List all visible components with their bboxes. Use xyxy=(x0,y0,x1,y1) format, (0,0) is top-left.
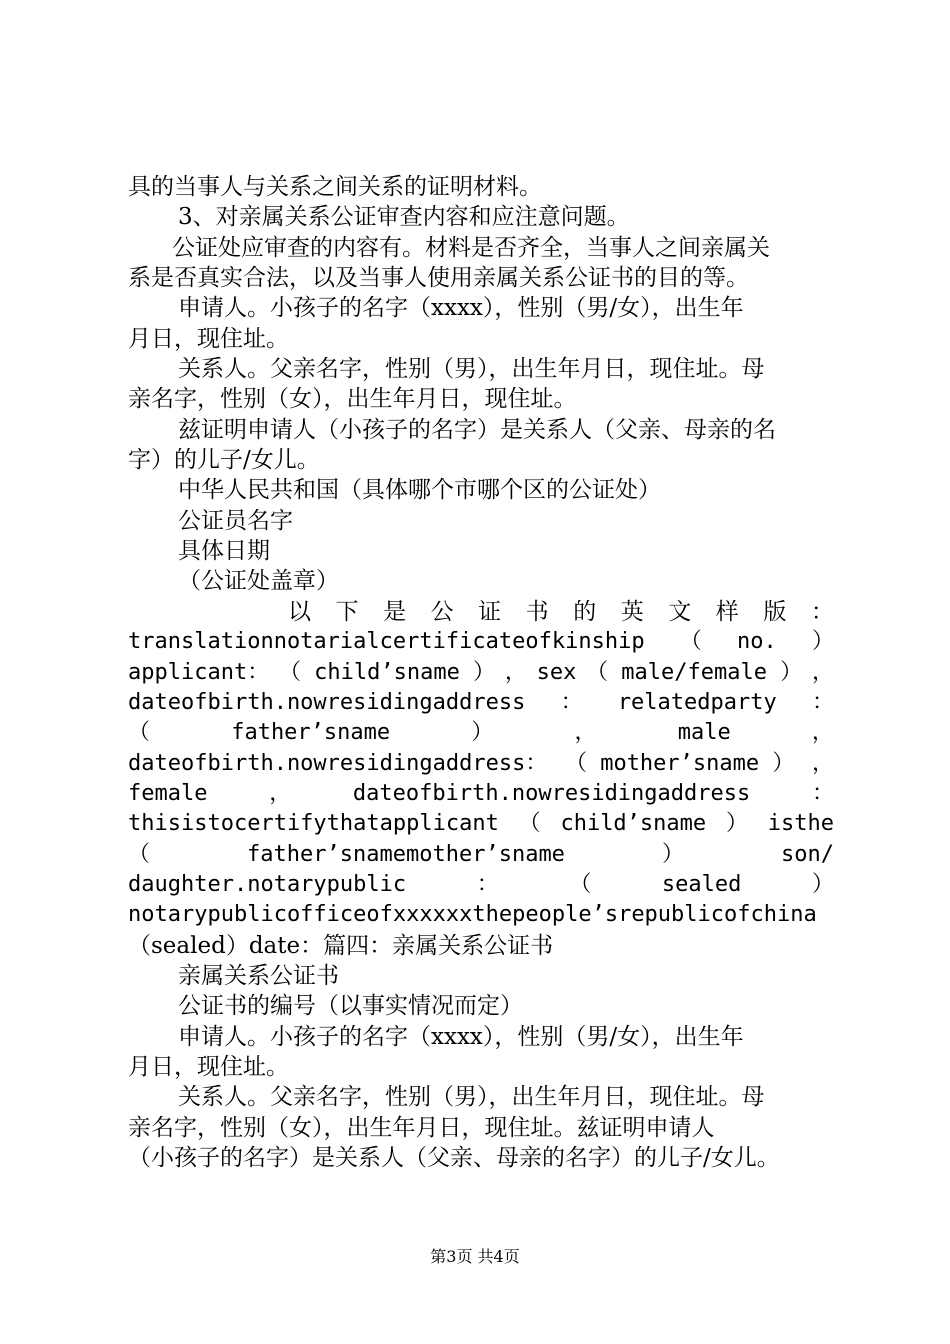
text-line: （公证处盖章） xyxy=(178,568,339,595)
english-token: （ mother’sname ） xyxy=(564,750,795,776)
english-token: ， xyxy=(269,780,292,806)
english-line xyxy=(128,627,834,657)
english-token: daughter.notarypublic xyxy=(128,871,407,897)
english-token: （ male/female ） xyxy=(586,659,803,685)
english-token: ： xyxy=(560,689,583,715)
english-line xyxy=(128,658,834,688)
text-line: 公证书的编号（以事实情况而定） xyxy=(178,993,523,1020)
text-line: 字）的儿子/女儿。 xyxy=(128,447,320,474)
text-line: 中华人民共和国（具体哪个市哪个区的公证处） xyxy=(178,477,661,504)
english-token: ： xyxy=(476,871,499,897)
english-token: dateofbirth.nowresidingaddress： xyxy=(128,750,548,776)
english-token: female xyxy=(128,780,208,806)
english-token: sealed xyxy=(661,871,742,897)
english-token: father’snamemother’sname xyxy=(247,841,565,867)
english-token: ） xyxy=(471,720,494,746)
document-body xyxy=(128,172,834,1173)
spaced-char: ： xyxy=(810,598,834,625)
spaced-char: 下 xyxy=(335,598,359,625)
text-line: 亲名字，性别（女），出生年月日，现住址。 xyxy=(128,386,577,413)
english-token: ） xyxy=(661,841,684,867)
spaced-char: 公 xyxy=(430,598,454,625)
text-line: 月日，现住址。 xyxy=(128,325,289,352)
english-token: isthe xyxy=(767,811,834,837)
text-line: 月日，现住址。 xyxy=(128,1053,289,1080)
text-line: 系是否真实合法，以及当事人使用亲属关系公证书的目的等。 xyxy=(128,265,749,292)
english-line xyxy=(128,870,834,900)
english-line xyxy=(128,718,834,748)
english-token: （ xyxy=(518,811,541,837)
text-line: 具体日期 xyxy=(178,538,270,565)
text-line: 兹证明申请人（小孩子的名字）是关系人（父亲、母亲的名 xyxy=(178,416,776,443)
english-line xyxy=(128,749,834,779)
english-token: sex xyxy=(536,659,577,685)
english-token: ， xyxy=(504,659,527,685)
english-token: ， xyxy=(811,659,834,685)
text-line: 3、对亲属关系公证审查内容和应注意问题。 xyxy=(178,204,630,231)
english-token: male xyxy=(677,720,731,746)
english-line xyxy=(128,840,834,870)
english-token: relatedparty xyxy=(617,689,777,715)
spaced-char: 是 xyxy=(383,598,407,625)
english-token: ： xyxy=(811,689,834,715)
english-line: notarypublicofficeofxxxxxxthepeople’srepublicofchina xyxy=(128,902,817,928)
spaced-char: 书 xyxy=(525,598,549,625)
english-token: thisistocertifythatapplicant xyxy=(128,811,499,837)
english-token: ， xyxy=(811,720,834,746)
spaced-char: 以 xyxy=(288,598,311,625)
english-token: father’sname xyxy=(231,720,391,746)
page-number: 第3页 共4页 xyxy=(430,1247,520,1266)
text-line: 申请人。小孩子的名字（xxxx），性别（男/女），出生年 xyxy=(178,295,744,322)
spaced-heading xyxy=(128,597,834,627)
text-line: （sealed）date：篇四：亲属关系公证书 xyxy=(128,932,554,959)
english-token: （ child’sname ） xyxy=(278,659,496,685)
spaced-char: 版 xyxy=(763,598,787,625)
english-line xyxy=(128,809,834,839)
english-token: dateofbirth.nowresidingaddress xyxy=(352,780,751,806)
text-line: 关系人。父亲名字，性别（男），出生年月日，现住址。母 xyxy=(178,356,765,383)
english-line xyxy=(128,779,834,809)
english-token: no. xyxy=(737,629,777,655)
english-token: （ xyxy=(128,841,151,867)
english-token: （ xyxy=(679,629,702,655)
text-line: 亲名字，性别（女），出生年月日，现住址。兹证明申请人 xyxy=(128,1114,715,1141)
english-token: child’sname xyxy=(560,811,707,837)
spaced-char: 英 xyxy=(620,598,644,625)
english-token: ） xyxy=(811,871,834,897)
english-token: ， xyxy=(811,750,834,776)
text-line: 申请人。小孩子的名字（xxxx），性别（男/女），出生年 xyxy=(178,1023,744,1050)
english-token: ： xyxy=(811,780,834,806)
text-line: 关系人。父亲名字，性别（男），出生年月日，现住址。母 xyxy=(178,1084,765,1111)
english-token: applicant： xyxy=(128,659,270,685)
text-line: 具的当事人与关系之间关系的证明材料。 xyxy=(128,174,542,200)
spaced-char: 样 xyxy=(715,598,739,625)
english-token: ， xyxy=(574,720,597,746)
spaced-char: 文 xyxy=(668,598,692,625)
english-token: son/ xyxy=(781,841,834,867)
text-line: （小孩子的名字）是关系人（父亲、母亲的名字）的儿子/女儿。 xyxy=(128,1145,780,1171)
english-token: ） xyxy=(811,629,834,655)
english-token: （ xyxy=(569,871,592,897)
text-line: 亲属关系公证书 xyxy=(178,962,339,989)
text-line: 公证处应审查的内容有。材料是否齐全，当事人之间亲属关 xyxy=(172,234,770,261)
english-token: dateofbirth.nowresidingaddress xyxy=(128,689,526,715)
text-line: 公证员名字 xyxy=(178,507,293,534)
english-token: （ xyxy=(128,720,151,746)
spaced-char: 证 xyxy=(478,598,502,625)
english-token: ） xyxy=(725,811,748,837)
spaced-char: 的 xyxy=(573,598,597,625)
english-token: translationnotarialcertificateofkinship xyxy=(128,629,645,655)
english-line xyxy=(128,688,834,718)
